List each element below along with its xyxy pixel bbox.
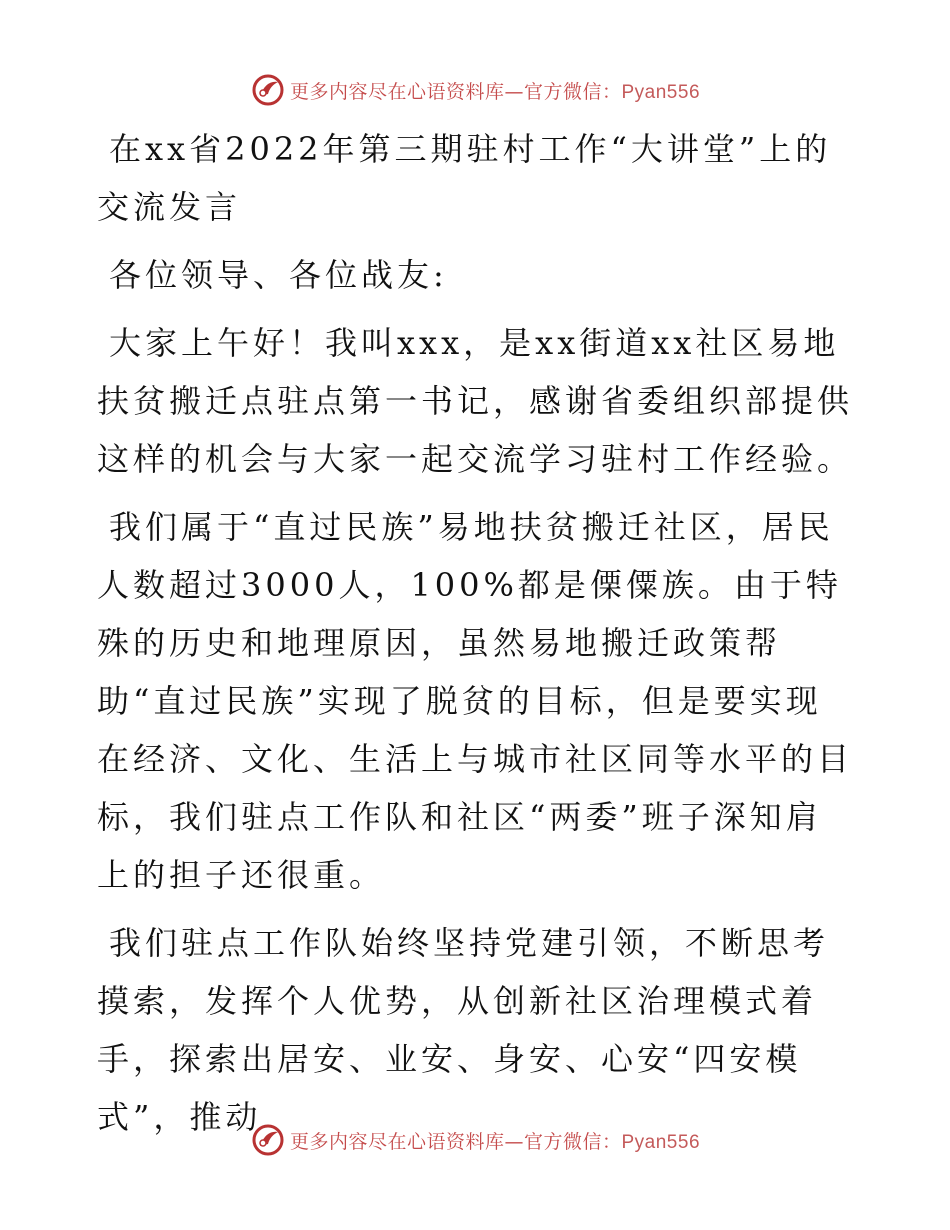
document-body (97, 120, 857, 1156)
watermark-id: Pyan556 (621, 81, 701, 103)
watermark-id: Pyan556 (621, 1131, 701, 1153)
red-logo-icon (250, 1122, 286, 1158)
watermark-text (290, 77, 700, 104)
red-logo-icon (250, 72, 286, 108)
paragraph-approach: 我们驻点工作队始终坚持党建引领，不断思考摸索，发挥个人优势，从创新社区治理模式着手，探索出居安、业安、身安、心安“四安模式”，推动 (97, 924, 830, 1136)
watermark-label: 更多内容尽在心语资料库—官方微信： (289, 1130, 622, 1153)
watermark-footer (0, 1122, 950, 1158)
paragraph-introduction: 大家上午好！我叫xxx，是xx街道xx社区易地扶贫搬迁点驻点第一书记，感谢省委组织部提供这样的机会与大家一起交流学习驻村工作经验。 (97, 324, 854, 478)
watermark-label: 更多内容尽在心语资料库—官方微信： (289, 80, 622, 103)
paragraph-background: 我们属于“直过民族”易地扶贫搬迁社区，居民人数超过3000人，100%都是傈僳族。由于特殊的历史和地理原因，虽然易地搬迁政策帮助“直过民族”实现了脱贫的目标，但是要实现在经济、文化、生活上与城市社区同等水平的目标，我们驻点工作队和社区“两委”班子深知肩上的担子还很重。 (97, 508, 854, 894)
watermark-header (0, 72, 950, 108)
watermark-text (290, 1127, 700, 1154)
document-title: 在xx省2022年第三期驻村工作“大讲堂”上的交流发言 (97, 130, 832, 226)
paragraph-salutation: 各位领导、各位战友: (109, 256, 448, 294)
